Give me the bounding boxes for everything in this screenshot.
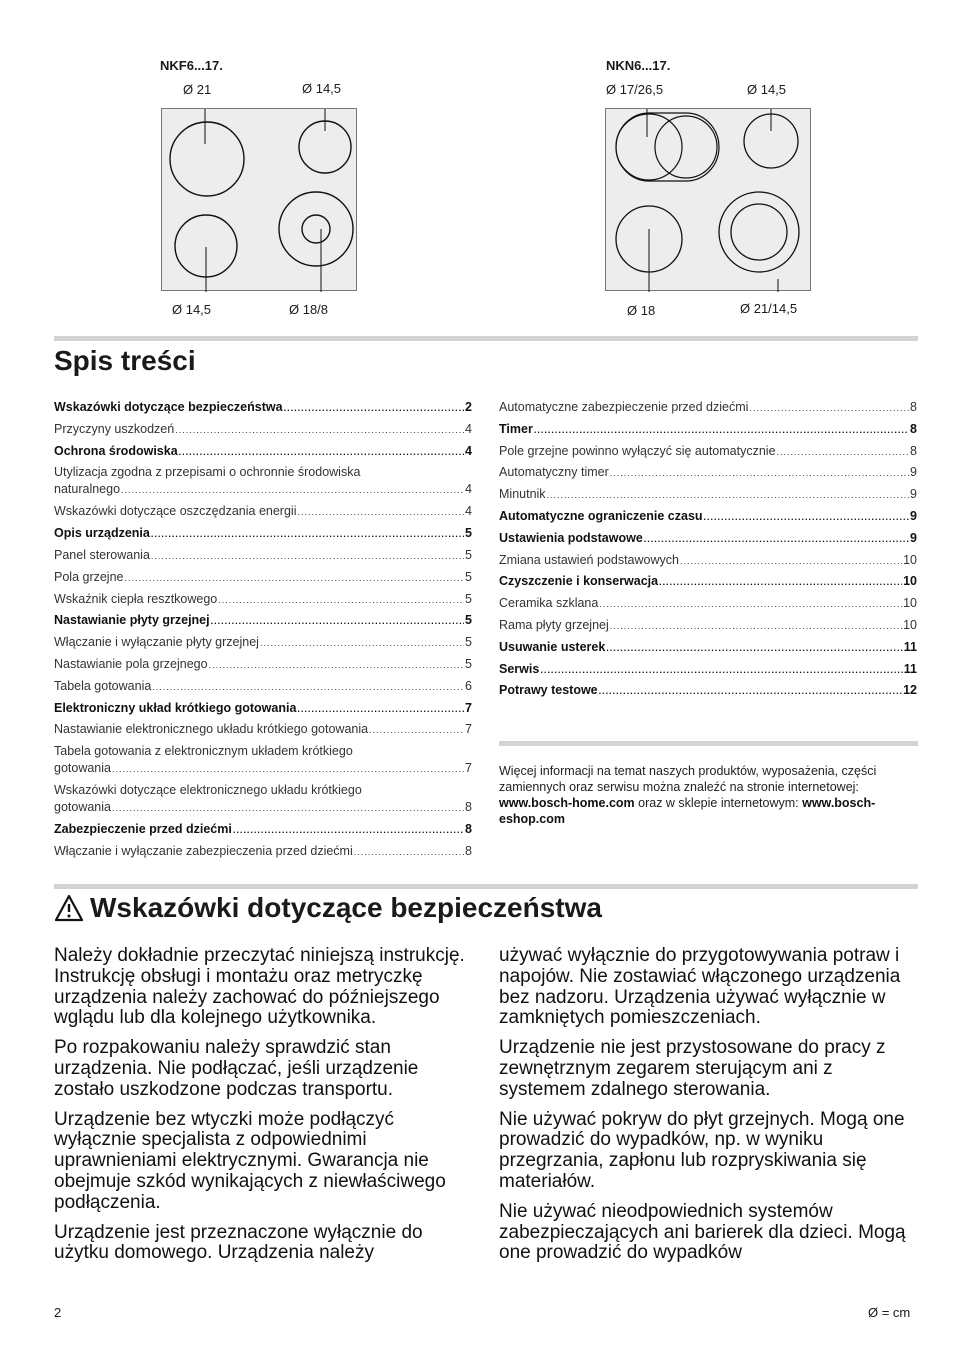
diagram-label-bottom-right: Ø 18/8 [289, 302, 329, 317]
safety-paragraph: Nie używać nieodpowiednich systemów zabezpieczających ani barierek dla dzieci. Mogą one prowadzić do wypadków [499, 1200, 906, 1264]
diagram-label-bottom-left: Ø 18 [627, 303, 656, 318]
hob-diagram-nkn [605, 108, 811, 291]
hob-zones-nkf [162, 109, 358, 292]
toc-entry[interactable]: Pole grzejne powinno wyłączyć się automatycznie ..... 8 [499, 441, 917, 463]
toc-entry[interactable]: Wskazówki dotyczące bezpieczeństwa ..... 2 [54, 397, 472, 419]
safety-paragraph: Urządzenie jest przeznaczone wyłącznie do użytku domowego. Urządzenia należy [54, 1221, 423, 1264]
safety-paragraph: Po rozpakowaniu należy sprawdzić stan urządzenia. Nie podłączać, jeśli urządzenie zostało uszkodzone podczas transportu. [54, 1037, 419, 1100]
hob-diagram-nkf [161, 108, 357, 291]
toc-title: Spis treści [54, 345, 196, 376]
toc-entry[interactable]: Czyszczenie i konserwacja ..... 10 [499, 571, 917, 593]
safety-paragraph: Urządzenie bez wtyczki może podłączyć wyłącznie specjalista z odpowiednimi uprawnieniami elektrycznymi. Gwarancja nie obejmuje szkód wynikających z niewłaściwego podłączenia. [54, 1108, 446, 1213]
zone-rear-right-outer [279, 192, 353, 266]
zone-front-left [170, 122, 244, 196]
diagram-label-top-left: Ø 21 [183, 82, 212, 97]
toc-entry[interactable]: Tabela gotowania ..... 6 [54, 676, 472, 698]
section-rule-toc [54, 336, 918, 341]
toc-entry[interactable]: Potrawy testowe ..... 12 [499, 680, 917, 702]
safety-right-column [499, 946, 917, 1273]
toc-entry[interactable]: Nastawianie elektronicznego układu krótkiego gotowania ..... 7 [54, 719, 472, 741]
info-rule [499, 741, 918, 746]
bosch-home-link[interactable]: www.bosch-home.com [499, 796, 635, 810]
diagram-model-nkn: NKN6...17. [606, 58, 671, 73]
toc-entry[interactable]: Serwis ..... 11 [499, 659, 917, 681]
safety-paragraph: Urządzenie nie jest przystosowane do pracy z zewnętrznym zegarem sterującym ani z systemem zdalnego sterowania. [499, 1037, 886, 1100]
toc-entry[interactable]: Ochrona środowiska ..... 4 [54, 441, 472, 463]
toc-entry[interactable]: Nastawianie płyty grzejnej ..... 5 [54, 610, 472, 632]
safety-paragraph: Nie używać pokryw do płyt grzejnych. Mogą one prowadzić do wypadków, np. w wyniku przegrzania, zapłonu lub rozpryskiwania się materiałów. [499, 1108, 905, 1192]
page-number: 2 [54, 1305, 62, 1320]
safety-left-column [54, 946, 472, 1273]
toc-entry[interactable]: Automatyczne zabezpieczenie przed dziećmi ..... 8 [499, 397, 917, 419]
toc-entry[interactable]: Elektroniczny układ krótkiego gotowania ..... 7 [54, 698, 472, 720]
diagram-label-top-right: Ø 14,5 [747, 82, 787, 97]
toc-entry[interactable]: Przyczyny uszkodzeń ..... 4 [54, 419, 472, 441]
toc-entry[interactable]: Ustawienia podstawowe ..... 9 [499, 528, 917, 550]
toc-entry[interactable]: Minutnik ..... 9 [499, 484, 917, 506]
diagram-model-nkf: NKF6...17. [160, 58, 223, 73]
safety-heading [54, 894, 602, 922]
zone-front-left-extension [655, 116, 717, 178]
zone-rear-right-inner [302, 215, 330, 243]
toc-entry[interactable]: Tabela gotowania z elektronicznym układem krótkiego gotowania ..... 7 [54, 743, 472, 778]
info-text: Więcej informacji na temat naszych produktów, wyposażenia, części zamiennych oraz serwisu można znaleźć na stronie internetowej: www.bosch-home.com oraz w sklepie internetowym: www.bosch-eshop.com [499, 764, 877, 826]
toc-entry[interactable]: Automatyczne ograniczenie czasu ..... 9 [499, 506, 917, 528]
toc-entry[interactable]: Opis urządzenia ..... 5 [54, 523, 472, 545]
toc-entry[interactable]: Panel sterowania ..... 5 [54, 545, 472, 567]
toc-left-column [54, 397, 472, 863]
diagram-label-top-left: Ø 17/26,5 [606, 82, 664, 97]
toc-entry[interactable]: Usuwanie usterek ..... 11 [499, 637, 917, 659]
toc-entry[interactable]: Pola grzejne ..... 5 [54, 567, 472, 589]
toc-entry[interactable]: Włączanie i wyłączanie zabezpieczenia przed dziećmi ..... 8 [54, 841, 472, 863]
safety-paragraph: używać wyłącznie do przygotowywania potraw i napojów. Nie zostawiać włączonego urządzenia bez nadzoru. Urządzenia używać wyłącznie w zamkniętych pomieszczeniach. [499, 945, 901, 1029]
diameter-legend: Ø = cm [868, 1305, 911, 1320]
zone-front-left-extended [616, 113, 719, 181]
toc-entry[interactable]: Zmiana ustawień podstawowych ..... 10 [499, 550, 917, 572]
zone-front-left-inner [616, 114, 682, 180]
safety-title: Wskazówki dotyczące bezpieczeństwa [90, 892, 602, 923]
safety-paragraph: Należy dokładnie przeczytać niniejszą instrukcję. Instrukcję obsługi i montażu oraz metryczkę urządzenia należy zachować do późniejszego wglądu lub dla kolejnego użytkownika. [54, 945, 465, 1029]
toc-entry[interactable]: Timer ..... 8 [499, 419, 917, 441]
diagram-label-bottom-right: Ø 21/14,5 [740, 301, 798, 316]
bosch-eshop-link[interactable]: www.bosch-eshop.com [499, 796, 876, 826]
toc-entry[interactable]: Wskazówki dotyczące oszczędzania energii ..... 4 [54, 501, 472, 523]
toc-entry[interactable]: Wskaźnik ciepła resztkowego ..... 5 [54, 589, 472, 611]
toc-entry[interactable]: Automatyczny timer ..... 9 [499, 462, 917, 484]
toc-entry[interactable]: Utylizacja zgodna z przepisami o ochronnie środowiska naturalnego ..... 4 [54, 464, 472, 499]
zone-rear-right-inner [731, 204, 787, 260]
diagram-label-top-right: Ø 14,5 [302, 81, 342, 96]
toc-entry[interactable]: Nastawianie pola grzejnego ..... 5 [54, 654, 472, 676]
toc-right-column [499, 397, 917, 702]
toc-entry[interactable]: Rama płyty grzejnej ..... 10 [499, 615, 917, 637]
toc-entry[interactable]: Ceramika szklana ..... 10 [499, 593, 917, 615]
section-rule-safety [54, 884, 918, 889]
toc-entry[interactable]: Zabezpieczenie przed dziećmi ..... 8 [54, 819, 472, 841]
toc-entry[interactable]: Włączanie i wyłączanie płyty grzejnej ..... 5 [54, 632, 472, 654]
diagram-label-bottom-left: Ø 14,5 [172, 302, 212, 317]
warning-triangle-icon [54, 894, 84, 922]
hob-zones-nkn [606, 109, 812, 292]
toc-entry[interactable]: Wskazówki dotyczące elektronicznego układu krótkiego gotowania ..... 8 [54, 782, 472, 817]
